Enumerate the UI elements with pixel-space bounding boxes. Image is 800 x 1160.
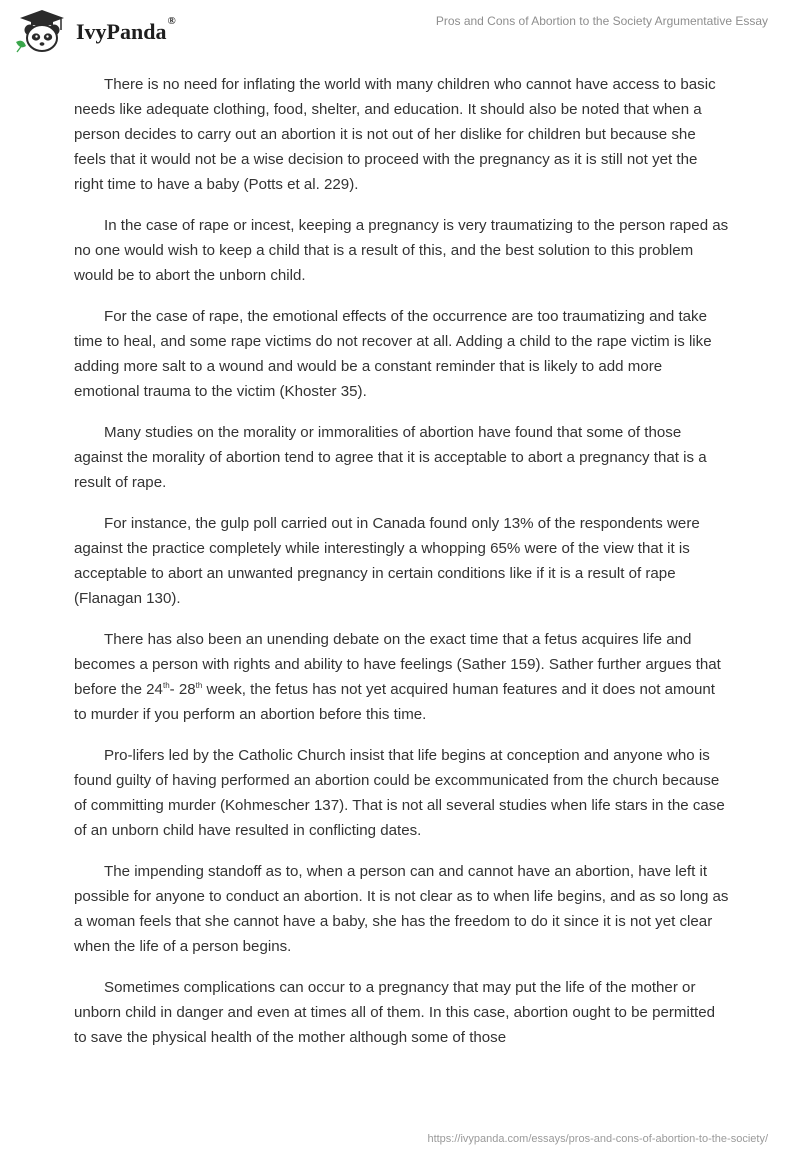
paragraph-text: week, the fetus has not yet acquired human features and it does not amount to murder if you perform an abortion before this time.: [74, 681, 715, 723]
paragraph: For the case of rape, the emotional effects of the occurrence are too traumatizing and take time to heal, and some rape victims do not recover at all. Adding a child to the rape victim is like adding more salt to a wound and would be a constant reminder that is likely to add more emotional trauma to the victim (Khoster 35).: [74, 308, 712, 400]
paragraph: In the case of rape or incest, keeping a pregnancy is very traumatizing to the person raped as no one would wish to keep a child that is a result of this, and the best solution to this problem would be to abort the unborn child.: [74, 217, 729, 284]
document-title: Pros and Cons of Abortion to the Society Argumentative Essay: [435, 14, 768, 28]
ivypanda-logo[interactable]: [14, 8, 176, 54]
logo-wordmark: [76, 15, 176, 45]
ordinal-suffix: th: [195, 680, 203, 690]
essay-body: [74, 72, 730, 1066]
ordinal-suffix: th: [162, 680, 170, 690]
panda-graduate-icon: [14, 8, 70, 54]
paragraph-text: There has also been an unending debate on the exact time that a fetus acquires life and becomes a person with rights and ability to have feelings (Sather 159). Sather further argues that before the 24: [74, 631, 721, 698]
source-url[interactable]: https://ivypanda.com/essays/pros-and-cons-of-abortion-to-the-society/: [427, 1133, 768, 1145]
paragraph: Sometimes complications can occur to a pregnancy that may put the life of the mother or unborn child in danger and even at times all of them. In this case, abortion ought to be permitted to save the physical health of the mother although some of those: [74, 979, 716, 1046]
page-header: [0, 0, 800, 60]
paragraph: Many studies on the morality or immoralities of abortion have found that some of those against the morality of abortion tend to agree that it is acceptable to abort a pregnancy that is a result of rape.: [74, 424, 707, 491]
logo-name: IvyPanda: [76, 19, 167, 44]
paragraph: There is no need for inflating the world with many children who cannot have access to basic needs like adequate clothing, food, shelter, and education. It should also be noted that when a person decides to carry out an abortion it is not out of her dislike for children but because she feels that it would not be a wise decision to proceed with the pregnancy as it is still not yet the right time to have a baby (Potts et al. 229).: [74, 76, 716, 193]
paragraph: The impending standoff as to, when a person can and cannot have an abortion, have left it possible for anyone to conduct an abortion. It is not clear as to when life begins, and as so long as a woman feels that she cannot have a baby, she has the freedom to do it since it is not yet clear when the life of a person begins.: [74, 863, 729, 955]
paragraph-text: - 28: [169, 681, 196, 698]
paragraph: Pro-lifers led by the Catholic Church insist that life begins at conception and anyone who is found guilty of having performed an abortion could be excommunicated from the church because of committing murder (Kohmescher 137). That is not all several studies when life stars in the case of an unborn child have resulted in conflicting dates.: [74, 747, 725, 839]
paragraph-with-superscripts: [74, 627, 730, 727]
registered-mark: ®: [167, 15, 176, 27]
paragraph: For instance, the gulp poll carried out in Canada found only 13% of the respondents were against the practice completely while interestingly a whopping 65% were of the view that it is acceptable to abort an unwanted pregnancy in certain conditions like if it is a result of rape (Flanagan 130).: [74, 515, 700, 607]
